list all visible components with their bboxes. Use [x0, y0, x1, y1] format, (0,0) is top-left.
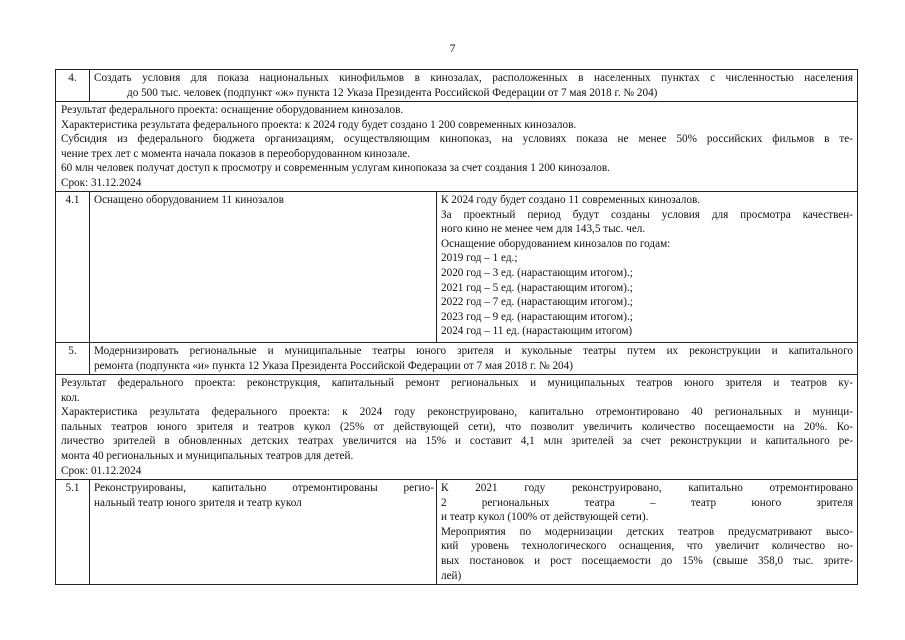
title-line: ремонта (подпункта «и» пункта 12 Указа Президента Российской Федерации от 7 мая 2018 г. № 204): [94, 359, 573, 372]
result-line: личество зрителей в обновленных детских театрах увеличится на 15% и составит 4,1 млн зрителей за счет реконструкции и капитального ре-: [61, 435, 853, 448]
title-line: Модернизировать региональные и муниципальные театры юного зрителя и кукольные театры путем их реконструкции и капитального: [94, 345, 853, 357]
desc-line: 2021 год – 5 ед. (нарастающим итогом).;: [441, 281, 633, 294]
section-5-1-row: [55, 479, 858, 585]
desc-line: 2023 год – 9 ед. (нарастающим итогом).;: [441, 310, 633, 323]
result-line: Характеристика результата федерального проекта: к 2024 году реконструировано, капитально отремонтировано 40 региональных и муници-: [61, 406, 853, 419]
result-line: кол.: [61, 391, 80, 404]
desc-line: За проектный период будут созданы условия для просмотра качествен-: [441, 208, 853, 221]
section-4-result-row: [55, 101, 858, 192]
desc-line: 2 региональных театра – театр юного зрителя: [441, 496, 853, 509]
result-line: Характеристика результата федерального проекта: к 2024 году будет создано 1 200 современных кинозалов.: [61, 118, 577, 131]
section-4-number: 4.: [68, 72, 77, 84]
desc-line: лей): [441, 569, 462, 582]
desc-line: 2020 год – 3 ед. (нарастающим итогом).;: [441, 266, 633, 279]
result-line: Результат федерального проекта: реконструкция, капитальный ремонт региональных и муниципальных театров юного зрителя и театров ку-: [61, 377, 853, 389]
desc-line: 2024 год – 11 ед. (нарастающим итогом): [441, 325, 633, 338]
desc-line: кий уровень технологического оснащения, что увеличит количество но-: [441, 540, 853, 553]
desc-line: 2019 год – 1 ед.;: [441, 252, 518, 265]
section-5-result-row: [55, 374, 858, 480]
section-4-1-row: [55, 191, 858, 343]
result-line: Результат федерального проекта: оснащение оборудованием кинозалов.: [61, 104, 404, 116]
name-line: Реконструированы, капитально отремонтированы регио-: [94, 482, 434, 494]
section-4-1-description: [441, 192, 853, 342]
section-4-1-name: [94, 192, 434, 342]
result-line: Субсидия из федерального бюджета организациям, осуществляющим кинопоказ, на условиях показа не менее 50% российских фильмов в те-: [61, 133, 853, 146]
section-4-title-row: [55, 69, 858, 102]
section-4-1-number: 4.1: [65, 194, 80, 206]
name-line: Оснащено оборудованием 11 кинозалов: [94, 194, 284, 206]
section-5-title-row: [55, 342, 858, 375]
result-line: пальных театров юного зрителя и театров кукол (25% от действующей сети), что позволит увеличить количество посещаемости на 20%. Ко-: [61, 420, 853, 433]
title-line: Создать условия для показа национальных кинофильмов в кинозалах, расположенных в населенных пунктах с численностью населения: [94, 72, 853, 84]
result-line: монта 40 региональных и муниципальных театров для детей.: [61, 449, 354, 462]
desc-line: ного кино не менее чем для 143,5 тыс. чел.: [441, 223, 646, 236]
result-line: 60 млн человек получат доступ к просмотру и современным услугам кинопоказа за счет создания 1 200 кинозалов.: [61, 162, 610, 175]
title-line: до 500 тыс. человек (подпункт «ж» пункта 12 Указа Президента Российской Федерации от 7 мая 2018 г. № 204): [127, 86, 658, 99]
result-line: Срок: 01.12.2024: [61, 464, 142, 477]
section-4-title: [94, 70, 853, 101]
section-5-1-description: [441, 480, 853, 584]
section-5-1-number: 5.1: [65, 482, 80, 494]
result-line: чение трех лет с момента начала показов в переоборудованном кинозале.: [61, 147, 411, 160]
desc-line: К 2021 году реконструировано, капитально отремонтировано: [441, 482, 853, 494]
section-5-1-name: [94, 480, 434, 584]
desc-line: и театр кукол (100% от действующей сети).: [441, 511, 649, 524]
desc-line: К 2024 году будет создано 11 современных кинозалов.: [441, 194, 701, 206]
desc-line: вых постановок и рост посещаемости до 15% (свыше 358,0 тыс. зрите-: [441, 554, 853, 567]
result-line: Срок: 31.12.2024: [61, 176, 142, 189]
desc-line: Мероприятия по модернизации детских театров предусматривают высо-: [441, 525, 853, 538]
section-4-result: [61, 102, 853, 191]
desc-line: Оснащение оборудованием кинозалов по годам:: [441, 237, 671, 250]
page-number: 7: [449, 41, 456, 55]
section-5-title: [94, 343, 853, 374]
desc-line: 2022 год – 7 ед. (нарастающим итогом).;: [441, 296, 633, 309]
section-5-number: 5.: [68, 345, 77, 357]
name-line: нальный театр юного зрителя и театр кукол: [94, 496, 302, 509]
section-5-result: [61, 375, 853, 479]
